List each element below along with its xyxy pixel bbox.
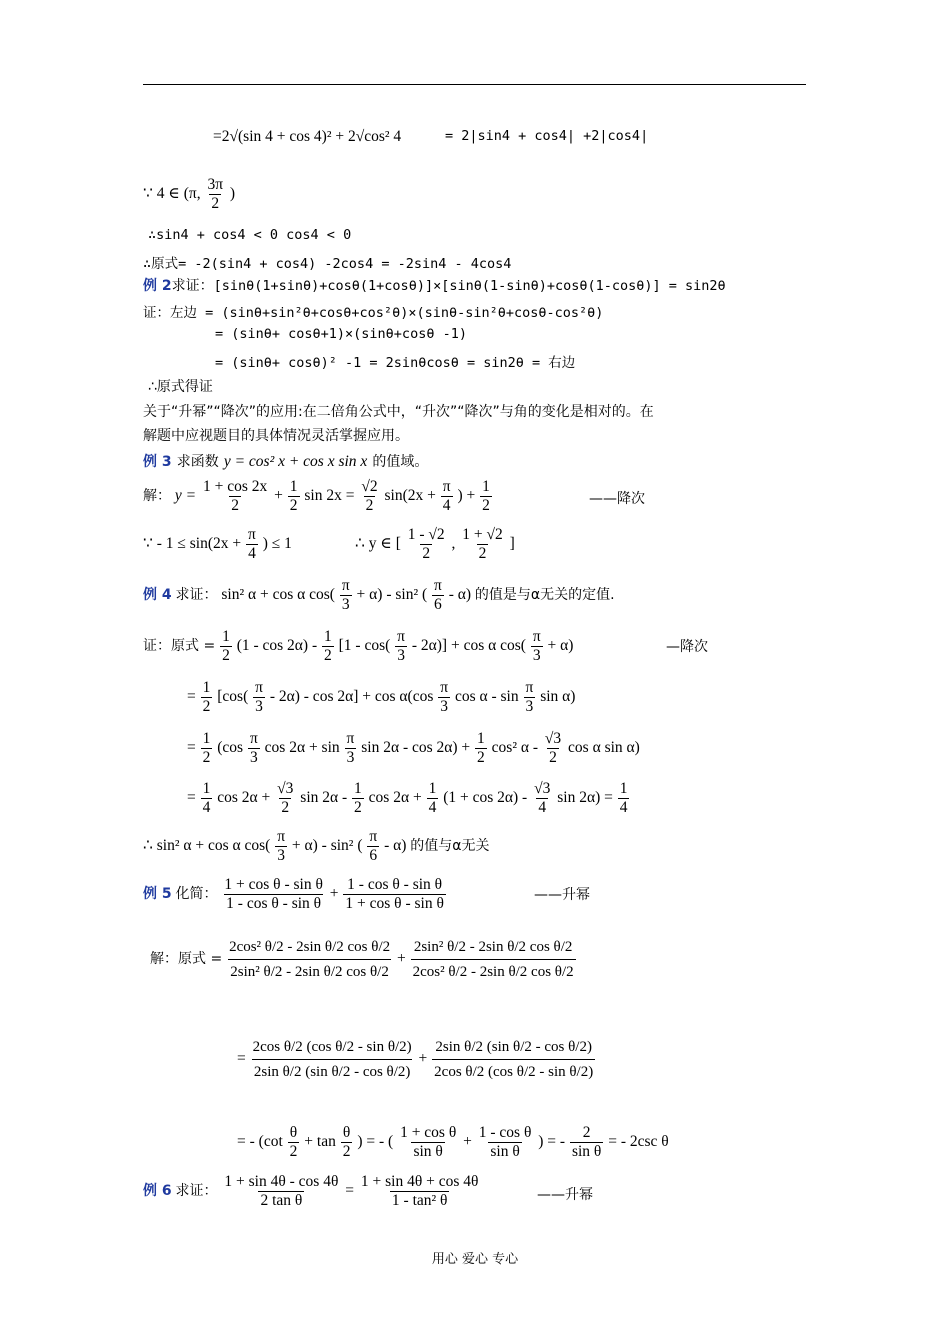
example-4-proof-1: 证：原式 = $\frac{1}{2}$ (1 - cos 2α) - $\frac{1}{2}$ [1 - cos( $\frac{\pi}{3}$ - 2α)] + cos α cos( $\frac{\pi}{3}$ + α) <box>143 628 574 664</box>
inequality-line: ∴sin4 + cos4 < 0 cos4 < 0 <box>148 227 352 243</box>
example-5-tag: ——升幂 <box>534 887 590 903</box>
page-footer: 用心 爱心 专心 <box>431 1252 519 1267</box>
example-5-step-3: = - (cot $\frac{\theta}{2}$ + tan $\frac{\theta}{2}$ ) = - ( $\frac{\text{1 + cos θ}}{\text{sin θ}}$ + $\frac{\text{1 - cos θ}}{\text{sin θ}}$ ) = - $\frac{2}{\text{sin θ}}$ = - 2csc θ <box>237 1124 669 1160</box>
header-rule <box>143 84 806 85</box>
example-4-proof-4: = $\frac{1}{4}$ cos 2α + $\frac{√3}{2}$ sin 2α - $\frac{1}{2}$ cos 2α + $\frac{1}{4}$ (1 + cos 2α) - $\frac{√3}{4}$ sin 2α) = $\frac{1}{4}$ <box>187 780 628 816</box>
example-6-tag: ——升幂 <box>537 1187 593 1203</box>
example-5-step-1: 解：原式 = $\frac{\text{2cos² θ/2 - 2sin θ/2 cos θ/2}}{\text{2sin² θ/2 - 2sin θ/2 cos θ/2}}$ + $\frac{\text{2sin² θ/2 - 2sin θ/2 cos θ/2}}{\text{2cos² θ/2 - 2sin θ/2 cos θ/2}}$ <box>150 935 577 984</box>
example-5-statement: 例 5 化简： $\frac{\text{1 + cos θ - sin θ}}{\text{1 - cos θ - sin θ}}$ + $\frac{\text{1 - cos θ - sin θ}}{\text{1 + cos θ - sin θ}}$ <box>143 876 444 912</box>
note-line-2: 解题中应视题目的具体情况灵活掌握应用。 <box>143 428 409 444</box>
example-6-label: 例 6 <box>143 1183 172 1200</box>
example-3-range-result: ∴ y ∈ [ $\frac{1 - √2}{2}$ , $\frac{1 + √2}{2}$ ] <box>355 526 515 562</box>
equation-rhs: = 2|sin4 + cos4| +2|cos4| <box>445 128 649 144</box>
example-5-step-2: = $\frac{\text{2cos θ/2 (cos θ/2 - sin θ/2)}}{\text{2sin θ/2 (sin θ/2 - cos θ/2)}}$ + $\frac{\text{2sin θ/2 (sin θ/2 - cos θ/2)}}{\text{2cos θ/2 (cos θ/2 - sin θ/2)}}$ <box>237 1035 596 1084</box>
example-4-proof-2: = $\frac{1}{2}$ [cos( $\frac{\pi}{3}$ - 2α) - cos 2α] + cos α(cos $\frac{\pi}{3}$ cos α - sin $\frac{\pi}{3}$ sin α) <box>187 679 576 715</box>
example-2-proof-2: = (sinθ+ cosθ+1)×(sinθ+cosθ -1) <box>215 326 467 342</box>
example-4-tag: —降次 <box>666 639 708 655</box>
example-2-conclusion: ∴原式得证 <box>148 379 213 395</box>
example-2-statement: 例 2求证：[sinθ(1+sinθ)+cosθ(1+cosθ)]×[sinθ(1-sinθ)+cosθ(1-cosθ)] = sin2θ <box>143 278 726 294</box>
example-2-label: 例 2 <box>143 278 172 294</box>
example-3-tag: ——降次 <box>589 491 645 507</box>
note-line-1: 关于“升幂”“降次”的应用:在二倍角公式中，“升次”“降次”与角的变化是相对的。在 <box>143 404 654 420</box>
example-4-label: 例 4 <box>143 587 172 604</box>
example-3-solution: 解： y = $\frac{1 + \cos 2x}{2}$ + $\frac{1}{2}$ sin 2x = $\frac{√2}{2}$ sin(2x + $\frac{\pi}{4}$ ) + $\frac{1}{2}$ <box>143 478 490 514</box>
example-4-statement: 例 4 求证： sin² α + cos α cos( $\frac{\pi}{3}$ + α) - sin² ( $\frac{\pi}{6}$ - α) 的值是与α无关的定值. <box>143 577 615 613</box>
result-line: ∴原式= -2(sin4 + cos4) -2cos4 = -2sin4 - 4cos4 <box>143 256 512 272</box>
example-3-statement: 例 3 求函数 y = cos² x + cos x sin x 的值域。 <box>143 453 429 470</box>
example-6-statement: 例 6 求证： $\frac{1 + \sin 4\theta - \cos 4\theta}{\text{2 tan θ}}$ = $\frac{1 + \sin 4\theta + \cos 4\theta}{\text{1 - tan² θ}}$ <box>143 1173 479 1209</box>
example-4-proof-3: = $\frac{1}{2}$ (cos $\frac{\pi}{3}$ cos 2α + sin $\frac{\pi}{3}$ sin 2α - cos 2α) + $\frac{1}{2}$ cos² α - $\frac{√3}{2}$ cos α sin α) <box>187 730 640 766</box>
example-5-label: 例 5 <box>143 886 172 903</box>
example-3-label: 例 3 <box>143 454 172 470</box>
example-4-conclusion: ∴ sin² α + cos α cos( $\frac{\pi}{3}$ + α) - sin² ( $\frac{\pi}{6}$ - α) 的值与α无关 <box>143 828 490 864</box>
condition-line: ∵ 4 ∈ (π, $\frac{3\pi}{2}$ ) <box>143 176 236 212</box>
example-2-proof-1: 证：左边 = (sinθ+sin²θ+cosθ+cos²θ)×(sinθ-sin²θ+cosθ-cos²θ) <box>143 305 604 321</box>
equation-line-1 <box>213 128 401 146</box>
equation-lhs: =2√(sin 4 + cos 4)² + 2√cos² 4 <box>213 128 402 145</box>
example-3-range: ∵ - 1 ≤ sin(2x + $\frac{\pi}{4}$ ) ≤ 1 <box>143 526 292 562</box>
example-2-proof-3: = (sinθ+ cosθ)² -1 = 2sinθcosθ = sin2θ = 右边 <box>215 355 576 371</box>
